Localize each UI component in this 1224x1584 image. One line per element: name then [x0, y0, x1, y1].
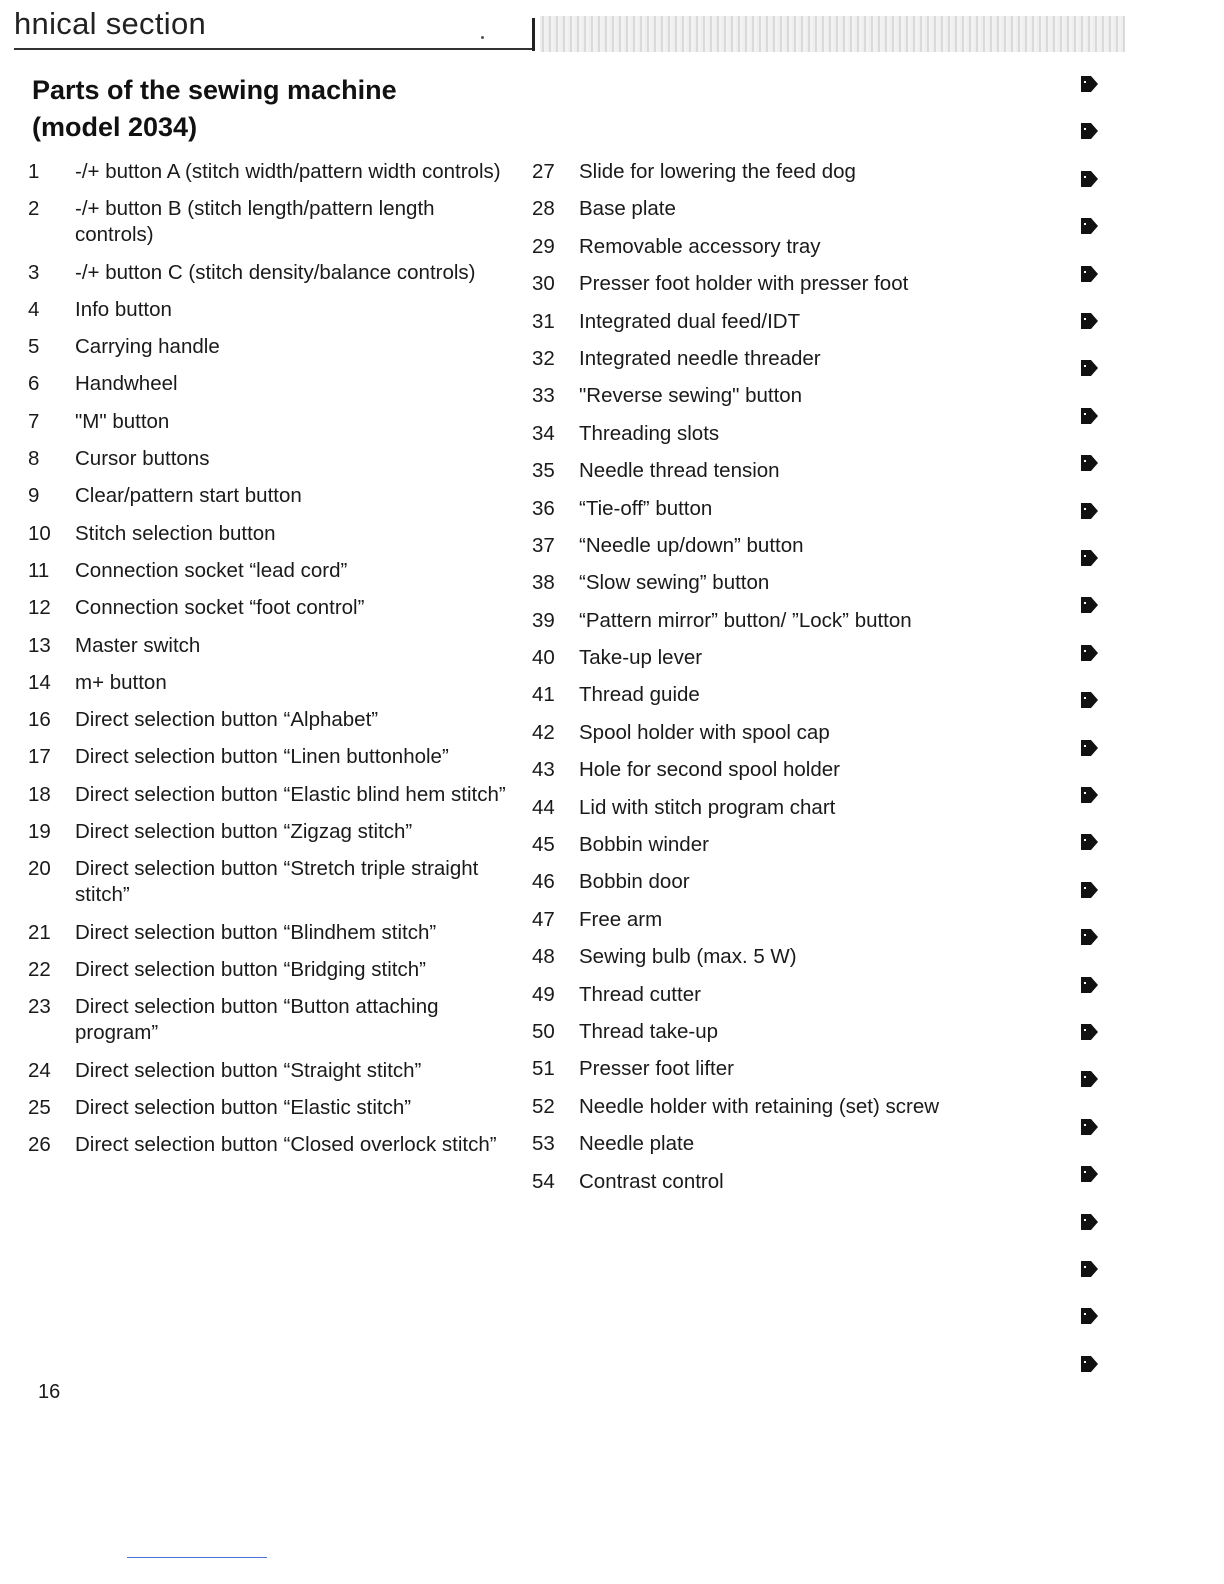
- part-item: [532, 720, 1002, 746]
- part-item: [28, 707, 518, 733]
- part-number: 19: [28, 820, 51, 844]
- part-label: "M" button: [75, 409, 170, 433]
- part-item: [28, 819, 518, 845]
- binding-mark-icon: [1080, 266, 1099, 283]
- part-label: Contrast control: [579, 1169, 724, 1193]
- binding-mark-icon: [1080, 692, 1099, 709]
- part-item: [532, 944, 1002, 970]
- binding-mark-icon: [1080, 740, 1099, 757]
- part-label: Spool holder with spool cap: [579, 720, 830, 744]
- part-number: 31: [532, 309, 555, 333]
- part-label: Needle thread tension: [579, 459, 780, 483]
- part-number: 38: [532, 571, 555, 595]
- part-number: 42: [532, 720, 555, 744]
- part-label: Connection socket “foot control”: [75, 596, 365, 620]
- part-item: [532, 234, 1002, 260]
- part-item: [532, 682, 1002, 708]
- part-item: [532, 907, 1002, 933]
- part-item: [532, 1019, 1002, 1045]
- part-label: Take-up lever: [579, 646, 703, 670]
- parts-list-right: [532, 159, 1002, 1206]
- part-label: Direct selection button “Zigzag stitch”: [75, 820, 413, 844]
- part-label: Stitch selection button: [75, 521, 276, 545]
- page-title-line1: Parts of the sewing machine: [32, 75, 397, 105]
- header-divider: [532, 18, 535, 51]
- part-label: Presser foot lifter: [579, 1057, 734, 1081]
- part-number: 54: [532, 1169, 555, 1193]
- part-label: Direct selection button “Elastic blind hem stitch”: [75, 782, 506, 806]
- part-item: [28, 521, 518, 547]
- part-number: 50: [532, 1019, 555, 1043]
- part-number: 21: [28, 920, 51, 944]
- part-label: Handwheel: [75, 372, 178, 396]
- part-number: 22: [28, 957, 51, 981]
- part-label: Direct selection button “Elastic stitch”: [75, 1095, 412, 1119]
- part-label: Bobbin winder: [579, 833, 709, 857]
- part-item: [28, 159, 518, 185]
- part-number: 46: [532, 870, 555, 894]
- part-number: 52: [532, 1094, 555, 1118]
- part-item: [28, 260, 518, 286]
- part-number: 30: [532, 272, 555, 296]
- part-item: [532, 346, 1002, 372]
- part-item: [28, 1095, 518, 1121]
- part-label: Direct selection button “Button attaching program”: [75, 995, 439, 1045]
- part-item: [532, 795, 1002, 821]
- section-header: hnical section: [14, 6, 207, 41]
- part-item: [532, 496, 1002, 522]
- part-label: Slide for lowering the feed dog: [579, 160, 856, 183]
- part-label: Integrated dual feed/IDT: [579, 309, 801, 333]
- part-number: 16: [28, 708, 51, 732]
- page-number: 16: [38, 1381, 61, 1403]
- binding-mark-icon: [1080, 882, 1099, 899]
- part-item: [532, 196, 1002, 222]
- part-item: [28, 920, 518, 946]
- part-number: 24: [28, 1058, 51, 1082]
- part-label: Hole for second spool holder: [579, 758, 840, 782]
- part-item: [28, 483, 518, 509]
- part-number: 5: [28, 335, 40, 359]
- binding-mark-icon: [1080, 360, 1099, 377]
- part-label: Direct selection button “Bridging stitch”: [75, 957, 426, 981]
- binding-mark-icon: [1080, 218, 1099, 235]
- part-item: [28, 744, 518, 770]
- binding-marks: [1080, 76, 1110, 1436]
- part-item: [532, 159, 1002, 185]
- binding-mark-icon: [1080, 645, 1099, 662]
- part-item: [28, 595, 518, 621]
- part-label: Thread cutter: [579, 982, 701, 1006]
- part-number: 6: [28, 372, 40, 396]
- part-number: 44: [532, 795, 555, 819]
- part-label: “Needle up/down” button: [579, 533, 804, 557]
- part-item: [532, 1131, 1002, 1157]
- part-label: Integrated needle threader: [579, 346, 821, 370]
- part-number: 20: [28, 857, 51, 881]
- part-label: Sewing bulb (max. 5 W): [579, 945, 797, 969]
- part-item: [532, 533, 1002, 559]
- header-dot: [481, 36, 484, 39]
- part-item: [532, 271, 1002, 297]
- part-label: Thread guide: [579, 683, 700, 707]
- part-item: [28, 334, 518, 360]
- part-number: 28: [532, 197, 555, 221]
- part-label: Direct selection button “Linen buttonhole”: [75, 745, 449, 769]
- part-number: 4: [28, 297, 40, 321]
- binding-mark-icon: [1080, 977, 1099, 994]
- part-item: [28, 670, 518, 696]
- part-number: 13: [28, 633, 51, 657]
- binding-mark-icon: [1080, 1356, 1099, 1373]
- binding-mark-icon: [1080, 1024, 1099, 1041]
- part-label: Direct selection button “Blindhem stitch”: [75, 920, 437, 944]
- part-item: [28, 297, 518, 323]
- part-label: Thread take-up: [579, 1019, 719, 1043]
- part-label: Presser foot holder with presser foot: [579, 272, 909, 296]
- part-number: 26: [28, 1133, 51, 1157]
- part-number: 18: [28, 782, 51, 806]
- part-number: 14: [28, 670, 51, 694]
- part-number: 27: [532, 160, 555, 183]
- part-number: 39: [532, 608, 555, 632]
- part-number: 8: [28, 447, 40, 471]
- part-item: [28, 196, 518, 248]
- part-number: 3: [28, 260, 40, 284]
- part-item: [28, 558, 518, 584]
- part-label: Carrying handle: [75, 335, 220, 359]
- part-item: [28, 371, 518, 397]
- part-item: [28, 446, 518, 472]
- binding-mark-icon: [1080, 123, 1099, 140]
- page-title: [32, 72, 397, 146]
- part-number: 40: [532, 646, 555, 670]
- part-label: Needle plate: [579, 1132, 695, 1156]
- part-item: [532, 982, 1002, 1008]
- part-label: Lid with stitch program chart: [579, 795, 836, 819]
- part-number: 41: [532, 683, 555, 707]
- part-item: [532, 1169, 1002, 1195]
- part-number: 7: [28, 409, 40, 433]
- part-item: [532, 421, 1002, 447]
- part-number: 45: [532, 833, 555, 857]
- part-number: 11: [28, 558, 50, 582]
- header-rule: [14, 48, 534, 50]
- part-item: [532, 1094, 1002, 1120]
- part-label: Free arm: [579, 907, 663, 931]
- binding-mark-icon: [1080, 1166, 1099, 1183]
- binding-mark-icon: [1080, 1119, 1099, 1136]
- binding-mark-icon: [1080, 929, 1099, 946]
- part-label: Direct selection button “Alphabet”: [75, 708, 379, 732]
- binding-mark-icon: [1080, 787, 1099, 804]
- binding-mark-icon: [1080, 455, 1099, 472]
- part-label: Clear/pattern start button: [75, 484, 302, 508]
- part-label: Connection socket “lead cord”: [75, 558, 348, 582]
- part-number: 35: [532, 459, 555, 483]
- part-item: [532, 1056, 1002, 1082]
- binding-mark-icon: [1080, 597, 1099, 614]
- part-label: Threading slots: [579, 421, 720, 445]
- part-number: 43: [532, 758, 555, 782]
- part-item: [532, 383, 1002, 409]
- part-item: [532, 645, 1002, 671]
- part-number: 48: [532, 945, 555, 969]
- part-item: [532, 458, 1002, 484]
- part-label: Direct selection button “Straight stitch”: [75, 1058, 422, 1082]
- binding-mark-icon: [1080, 313, 1099, 330]
- part-number: 29: [532, 234, 555, 258]
- part-item: [28, 856, 518, 908]
- part-label: “Pattern mirror” button/ ”Lock” button: [579, 608, 912, 632]
- part-number: 32: [532, 346, 555, 370]
- part-label: Bobbin door: [579, 870, 690, 894]
- part-number: 12: [28, 596, 51, 620]
- part-label: Removable accessory tray: [579, 234, 821, 258]
- bottom-rule: [127, 1557, 267, 1558]
- part-number: 53: [532, 1132, 555, 1156]
- part-item: [28, 994, 518, 1046]
- part-item: [532, 570, 1002, 596]
- part-label: Base plate: [579, 197, 676, 221]
- binding-mark-icon: [1080, 550, 1099, 567]
- part-number: 2: [28, 197, 40, 221]
- part-number: 34: [532, 421, 555, 445]
- part-number: 36: [532, 496, 555, 520]
- part-item: [28, 1058, 518, 1084]
- part-label: “Tie-off” button: [579, 496, 713, 520]
- part-number: 49: [532, 982, 555, 1006]
- part-label: Direct selection button “Closed overlock stitch”: [75, 1133, 497, 1157]
- part-label: Needle holder with retaining (set) screw: [579, 1094, 940, 1118]
- binding-mark-icon: [1080, 1261, 1099, 1278]
- part-item: [28, 782, 518, 808]
- part-number: 33: [532, 384, 555, 408]
- binding-mark-icon: [1080, 503, 1099, 520]
- binding-mark-icon: [1080, 1214, 1099, 1231]
- parts-list-left: [28, 159, 518, 1169]
- part-label: -/+ button A (stitch width/pattern width controls): [75, 160, 501, 183]
- part-label: m+ button: [75, 670, 167, 694]
- part-label: -/+ button C (stitch density/balance controls): [75, 260, 476, 284]
- header-texture-band: [540, 16, 1125, 52]
- part-label: Master switch: [75, 633, 201, 657]
- binding-mark-icon: [1080, 171, 1099, 188]
- part-item: [28, 409, 518, 435]
- binding-mark-icon: [1080, 408, 1099, 425]
- part-label: -/+ button B (stitch length/pattern length controls): [75, 197, 435, 247]
- binding-mark-icon: [1080, 834, 1099, 851]
- part-label: Info button: [75, 297, 172, 321]
- part-item: [28, 1132, 518, 1158]
- part-number: 23: [28, 995, 51, 1019]
- part-item: [532, 832, 1002, 858]
- part-label: Direct selection button “Stretch triple straight stitch”: [75, 857, 479, 907]
- part-item: [532, 869, 1002, 895]
- part-item: [532, 608, 1002, 634]
- binding-mark-icon: [1080, 1071, 1099, 1088]
- part-number: 47: [532, 907, 555, 931]
- part-number: 10: [28, 521, 51, 545]
- binding-mark-icon: [1080, 1308, 1099, 1325]
- part-label: "Reverse sewing" button: [579, 384, 803, 408]
- part-item: [532, 309, 1002, 335]
- binding-mark-icon: [1080, 76, 1099, 93]
- part-item: [28, 957, 518, 983]
- part-number: 1: [28, 160, 40, 183]
- part-number: 9: [28, 484, 40, 508]
- part-label: “Slow sewing” button: [579, 571, 770, 595]
- part-label: Cursor buttons: [75, 447, 210, 471]
- part-number: 25: [28, 1095, 51, 1119]
- part-number: 51: [532, 1057, 555, 1081]
- part-item: [532, 757, 1002, 783]
- part-number: 37: [532, 533, 555, 557]
- part-item: [28, 633, 518, 659]
- page-title-line2: (model 2034): [32, 112, 198, 142]
- part-number: 17: [28, 745, 51, 769]
